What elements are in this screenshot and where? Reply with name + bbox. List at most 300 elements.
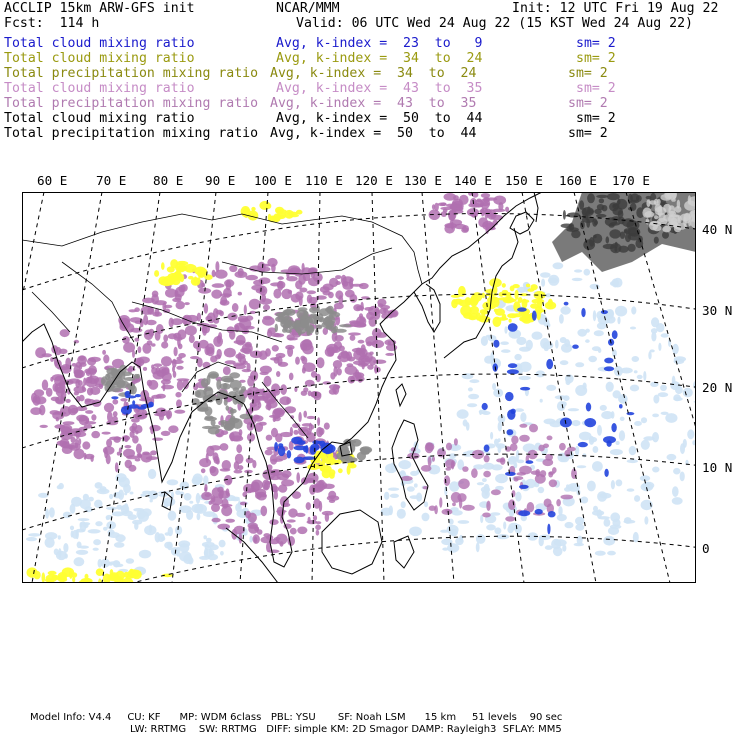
precip-scs-cell [328, 445, 336, 453]
lowcloud-indian-ocean-cell [184, 493, 192, 501]
midcloud-north-cell [505, 207, 509, 213]
yellowcloud-japan-cell [502, 290, 508, 293]
legend-sm-1: sm= 2 [576, 36, 616, 51]
deepcloud-edge-cell [675, 206, 682, 213]
lowcloud-pacific-cell [627, 488, 635, 491]
midcloud-china-cell [288, 290, 293, 294]
midcloud-indochina-cell [322, 511, 334, 516]
legend-sm-6: sm= 2 [576, 111, 616, 126]
highcloud-china-cell [319, 308, 330, 316]
midcloud-china-cell [273, 333, 284, 337]
midcloud-pacific-cell [508, 499, 515, 510]
lowcloud-philippine-sea-cell [440, 530, 448, 533]
midcloud-indochina-cell [258, 402, 261, 409]
midcloud-china-cell [242, 343, 253, 354]
lowcloud-pacific-cell [520, 412, 526, 422]
lowcloud-pacific-cell [532, 332, 543, 340]
legend-avg-7: Avg, k-index = 50 to 44 [270, 126, 477, 141]
highcloud-burma-cell [224, 423, 234, 431]
lowcloud-pacific-cell [604, 519, 611, 527]
midcloud-india-cell [112, 399, 118, 404]
midcloud-pacific-cell [514, 478, 519, 482]
lowcloud-indian-ocean-cell [106, 521, 116, 529]
lowcloud-pacific-cell [584, 269, 591, 276]
midcloud-china-cell [236, 335, 246, 346]
midcloud-north-cell [453, 195, 459, 200]
yellowcloud-japan-cell [527, 288, 534, 292]
lowcloud-pacific-cell [536, 370, 545, 377]
lowcloud-indian-ocean-cell [179, 543, 189, 553]
lowcloud-pacific-cell [593, 506, 598, 512]
midcloud-indochina-cell [319, 501, 323, 512]
midcloud-china-cell [333, 366, 337, 377]
midcloud-china-cell [244, 305, 247, 315]
lowcloud-indian-ocean-cell [45, 509, 49, 519]
lowcloud-pacific-cell [623, 520, 635, 524]
lowcloud-indian-ocean-cell [168, 511, 177, 521]
yellowcloud-mongolia-cell [198, 272, 202, 278]
midcloud-arabia-cell [79, 372, 82, 377]
midcloud-china-cell [172, 298, 181, 302]
highcloud-india-cell [120, 371, 126, 380]
deepcloud-core-cell [610, 243, 621, 253]
yellowcloud-japan-cell [510, 286, 515, 292]
lowcloud-indian-ocean-cell [155, 532, 161, 543]
lowcloud-philippine-sea-cell [401, 501, 406, 508]
midcloud-indochina-cell [238, 465, 244, 470]
midcloud-indochina-cell [287, 536, 295, 546]
midcloud-pacific-cell [454, 438, 458, 445]
midcloud-pacific-cell [535, 469, 540, 477]
midcloud-indochina-cell [271, 459, 283, 462]
midcloud-china-cell [174, 347, 178, 357]
lowcloud-philippine-sea-cell [485, 486, 489, 496]
lon-label-90e: 90 E [205, 173, 236, 188]
lowcloud-pacific-cell [479, 410, 487, 414]
highcloud-burma-cell [205, 407, 213, 416]
lowcloud-pacific-cell [574, 269, 582, 272]
midcloud-china-cell [199, 340, 209, 349]
legend-avg-2: Avg, k-index = 34 to 24 [276, 51, 483, 66]
lowcloud-philippine-sea-cell [515, 524, 522, 534]
midcloud-china-cell [155, 300, 167, 305]
lowcloud-pacific-cell [652, 467, 659, 473]
midcloud-pacific-cell [486, 501, 490, 511]
midcloud-india-cell [74, 391, 79, 395]
lowcloud-pacific-cell [544, 419, 556, 425]
model-info-line2: LW: RRTMG SW: RRTMG DIFF: simple KM: 2D Smagor DAMP: Rayleigh3 SFLAY: MM5 [130, 724, 562, 735]
deepcloud-core-cell [593, 234, 603, 244]
lon-label-140e: 140 E [454, 173, 492, 188]
lowcloud-pacific-cell [615, 306, 627, 317]
highcloud-burma-cell [241, 386, 246, 391]
yellowcloud-japan-cell [537, 298, 542, 309]
lowcloud-pacific-cell [564, 339, 570, 347]
midcloud-china-cell [348, 376, 355, 384]
midcloud-china-cell [303, 362, 316, 372]
midcloud-china-cell [366, 341, 372, 346]
legend-sm-7: sm= 2 [568, 126, 608, 141]
precip-scs-cell [287, 450, 292, 458]
midcloud-china-cell [176, 366, 183, 370]
midcloud-pacific-cell [452, 502, 456, 506]
yellowcloud-equator-cell [72, 577, 75, 582]
legend-sm-5: sm= 2 [568, 96, 608, 111]
lowcloud-indian-ocean-cell [95, 521, 102, 526]
precip-pacific-cell [505, 472, 516, 476]
midcloud-china-cell [161, 341, 168, 348]
midcloud-pacific-cell [548, 471, 554, 475]
deepcloud-edge-cell [662, 226, 671, 233]
lowcloud-pacific-cell [498, 422, 502, 432]
highcloud-china-cell [301, 319, 309, 326]
lowcloud-philippine-sea-cell [476, 534, 486, 544]
midcloud-china-cell [348, 332, 361, 335]
precip-pacific-cell [604, 469, 608, 477]
precip-pacific-cell [612, 330, 618, 339]
yellowcloud-japan-cell [458, 286, 466, 297]
midcloud-arabia-cell [31, 393, 37, 403]
midcloud-china-cell [323, 284, 334, 291]
midcloud-pacific-cell [510, 443, 518, 451]
midcloud-china-cell [238, 352, 242, 362]
lowcloud-indian-ocean-cell [197, 513, 201, 520]
midcloud-india-cell [117, 452, 121, 456]
midcloud-pacific-cell [529, 424, 538, 433]
lowcloud-pacific-cell [516, 337, 526, 345]
precip-pacific-cell [586, 403, 591, 412]
precip-pacific-cell [604, 366, 614, 371]
forecast-map [22, 192, 696, 583]
midcloud-indochina-cell [287, 519, 296, 522]
midcloud-china-cell [385, 353, 394, 356]
lowcloud-indian-ocean-cell [123, 484, 131, 494]
midcloud-arabia-cell [86, 418, 89, 422]
lowcloud-pacific-cell [590, 437, 598, 442]
midcloud-china-cell [295, 280, 302, 289]
midcloud-indochina-cell [255, 492, 262, 499]
lowcloud-pacific-cell [572, 278, 583, 281]
lowcloud-pacific-cell [680, 443, 685, 454]
precip-pacific-cell [607, 440, 612, 447]
highcloud-china-cell [280, 319, 291, 324]
midcloud-arabia-cell [40, 425, 48, 428]
deepcloud-core-cell [561, 224, 573, 229]
lowcloud-pacific-cell [501, 349, 511, 353]
lowcloud-pacific-cell [670, 381, 680, 390]
lowcloud-philippine-sea-cell [381, 508, 393, 516]
lowcloud-indian-ocean-cell [189, 501, 193, 504]
precip-scs-cell [274, 442, 278, 452]
lowcloud-pacific-cell [481, 336, 488, 346]
yellowcloud-north-cell [276, 212, 286, 219]
yellowcloud-japan-cell [502, 283, 506, 288]
midcloud-pacific-cell [567, 447, 576, 452]
lowcloud-pacific-cell [632, 356, 640, 362]
midcloud-china-cell [171, 360, 184, 364]
deepcloud-core-cell [607, 193, 620, 200]
midcloud-arabia-cell [50, 357, 54, 362]
lowcloud-pacific-cell [660, 385, 667, 391]
midcloud-china-cell [263, 316, 272, 320]
midcloud-north-cell [451, 201, 457, 211]
midcloud-indochina-cell [328, 491, 336, 499]
lowcloud-pacific-cell [643, 371, 646, 381]
midcloud-indochina-cell [293, 430, 298, 435]
lowcloud-pacific-cell [641, 440, 650, 450]
midcloud-pacific-cell [483, 471, 491, 478]
precip-scs-cell [294, 457, 305, 464]
deepcloud-core-cell [596, 195, 608, 198]
midcloud-china-cell [232, 303, 239, 312]
midcloud-indochina-cell [324, 423, 330, 430]
midcloud-pacific-cell [462, 505, 475, 511]
lowcloud-indian-ocean-cell [175, 490, 180, 495]
lowcloud-pacific-cell [683, 388, 693, 398]
precip-pacific-cell [507, 410, 515, 420]
lowcloud-indian-ocean-cell [144, 525, 156, 535]
midcloud-india-cell [143, 367, 147, 371]
midcloud-indochina-cell [288, 508, 298, 517]
midcloud-india-cell [162, 383, 165, 392]
midcloud-indochina-cell [230, 432, 235, 441]
lowcloud-indian-ocean-cell [167, 479, 179, 485]
midcloud-indochina-cell [259, 422, 267, 426]
deepcloud-core-cell [618, 210, 624, 218]
lowcloud-pacific-cell [541, 279, 545, 287]
midcloud-china-cell [287, 334, 295, 340]
deepcloud-core-cell [567, 212, 580, 217]
lowcloud-indian-ocean-cell [93, 539, 101, 545]
lowcloud-pacific-cell [469, 379, 479, 383]
midcloud-india-cell [74, 449, 85, 460]
midcloud-indochina-cell [273, 417, 276, 422]
midcloud-pacific-cell [457, 493, 466, 502]
lowcloud-indian-ocean-cell [134, 522, 138, 530]
lowcloud-indian-ocean-cell [103, 527, 108, 531]
midcloud-china-cell [307, 290, 317, 294]
legend-avg-6: Avg, k-index = 50 to 44 [276, 111, 483, 126]
midcloud-pacific-cell [538, 445, 544, 452]
yellowcloud-mongolia-cell [177, 269, 181, 273]
legend-sm-2: sm= 2 [576, 51, 616, 66]
deepcloud-edge-cell [655, 207, 667, 216]
midcloud-china-cell [295, 357, 300, 365]
midcloud-arabia-cell [66, 445, 76, 449]
midcloud-china-cell [211, 290, 222, 299]
midcloud-indochina-cell [316, 521, 322, 524]
lowcloud-pacific-cell [515, 408, 524, 412]
midcloud-china-cell [295, 291, 303, 300]
yellowcloud-scs-cell [321, 465, 332, 473]
lowcloud-pacific-cell [650, 349, 655, 352]
precip-pacific-cell [548, 511, 556, 517]
lowcloud-pacific-cell [540, 399, 543, 403]
lowcloud-pacific-cell [601, 411, 613, 419]
lowcloud-indian-ocean-cell [113, 492, 122, 498]
midcloud-indochina-cell [220, 443, 229, 451]
midcloud-pacific-cell [519, 435, 530, 442]
midcloud-china-cell [229, 265, 237, 272]
midcloud-indochina-cell [220, 468, 231, 471]
midcloud-indochina-cell [251, 482, 260, 493]
midcloud-china-cell [223, 366, 231, 375]
lowcloud-pacific-cell [557, 514, 567, 521]
midcloud-arabia-cell [77, 355, 87, 364]
lowcloud-indian-ocean-cell [57, 485, 62, 489]
deepcloud-core-cell [620, 232, 625, 239]
midcloud-china-cell [217, 335, 221, 344]
midcloud-china-cell [201, 283, 205, 287]
lowcloud-pacific-cell [593, 310, 596, 321]
legend-avg-3: Avg, k-index = 34 to 24 [270, 66, 477, 81]
lowcloud-philippine-sea-cell [515, 492, 521, 502]
lowcloud-pacific-cell [575, 524, 584, 531]
lowcloud-pacific-cell [543, 342, 553, 350]
precip-pacific-cell [493, 340, 499, 348]
midcloud-north-cell [484, 197, 497, 200]
lowcloud-pacific-cell [467, 403, 477, 407]
midcloud-indochina-cell [298, 412, 301, 422]
midcloud-arabia-cell [65, 399, 70, 403]
midcloud-china-cell [130, 328, 142, 333]
midcloud-china-cell [210, 356, 217, 363]
lowcloud-philippine-sea-cell [517, 460, 524, 464]
lowcloud-pacific-cell [560, 360, 569, 365]
precip-pacific-cell [581, 308, 585, 317]
midcloud-indochina-cell [281, 479, 294, 486]
lowcloud-philippine-sea-cell [397, 509, 406, 519]
midcloud-china-cell [361, 361, 365, 370]
midcloud-indochina-cell [309, 423, 312, 434]
yellowcloud-equator-cell [132, 570, 142, 579]
legend-field-1: Total cloud mixing ratio [4, 36, 195, 51]
midcloud-pacific-cell [561, 495, 574, 500]
midcloud-indochina-cell [211, 503, 220, 512]
lon-label-110e: 110 E [305, 173, 343, 188]
midcloud-indochina-cell [199, 458, 211, 467]
midcloud-pacific-cell [434, 505, 438, 514]
midcloud-china-cell [369, 316, 377, 327]
midcloud-pacific-cell [471, 468, 478, 478]
midcloud-china-cell [373, 360, 386, 364]
midcloud-north-cell [467, 208, 479, 216]
midcloud-pacific-cell [458, 479, 470, 490]
lowcloud-pacific-cell [585, 339, 590, 343]
lowcloud-pacific-cell [672, 497, 683, 505]
midcloud-china-cell [164, 305, 172, 308]
midcloud-china-cell [185, 325, 197, 335]
midcloud-china-cell [184, 302, 190, 305]
midcloud-china-cell [169, 318, 174, 328]
legend-avg-4: Avg, k-index = 43 to 35 [276, 81, 483, 96]
midcloud-india-cell [174, 410, 185, 414]
midcloud-indochina-cell [317, 417, 320, 426]
lowcloud-philippine-sea-cell [422, 513, 430, 522]
lowcloud-philippine-sea-cell [384, 492, 389, 500]
midcloud-indochina-cell [275, 433, 282, 442]
midcloud-india-cell [161, 431, 171, 436]
lowcloud-philippine-sea-cell [414, 483, 418, 487]
midcloud-china-cell [233, 364, 246, 369]
midcloud-china-cell [142, 343, 151, 354]
midcloud-pacific-cell [511, 436, 518, 445]
midcloud-indochina-cell [212, 518, 221, 523]
midcloud-china-cell [336, 281, 341, 285]
midcloud-india-cell [168, 425, 178, 433]
lowcloud-pacific-cell [574, 543, 584, 547]
highcloud-burma-cell [207, 375, 211, 385]
midcloud-india-cell [130, 431, 135, 438]
midcloud-china-cell [224, 348, 236, 358]
lowcloud-pacific-cell [559, 314, 564, 324]
lon-label-170e: 170 E [612, 173, 650, 188]
deepcloud-core-cell [609, 229, 621, 238]
midcloud-china-cell [245, 275, 258, 280]
lowcloud-indian-ocean-cell [70, 526, 74, 531]
precip-pacific-cell [507, 429, 514, 435]
highcloud-burma-cell [216, 396, 223, 405]
midcloud-north-cell [440, 202, 446, 206]
midcloud-china-cell [287, 347, 293, 357]
lowcloud-indian-ocean-cell [249, 536, 252, 543]
lowcloud-pacific-cell [587, 481, 596, 492]
deepcloud-edge-cell [683, 213, 691, 224]
lowcloud-pacific-cell [563, 395, 570, 401]
midcloud-china-cell [270, 282, 282, 286]
lowcloud-pacific-cell [652, 414, 659, 418]
midcloud-north-cell [478, 217, 488, 227]
precip-bay-of-bengal-cell [128, 404, 139, 408]
lowcloud-pacific-cell [500, 341, 509, 345]
midcloud-china-cell [346, 351, 352, 360]
model-info-line1: Model Info: V4.4 CU: KF MP: WDM 6class PBL: YSU SF: Noah LSM 15 km 51 levels 90 sec [30, 712, 563, 723]
yellowcloud-japan-cell [469, 315, 473, 319]
midcloud-china-cell [178, 353, 186, 358]
yellowcloud-japan-cell [509, 319, 512, 323]
midcloud-india-cell [85, 454, 95, 460]
midcloud-china-cell [217, 349, 222, 358]
midcloud-arabia-cell [60, 395, 64, 403]
midcloud-arabia-cell [55, 383, 66, 393]
midcloud-arabia-cell [86, 370, 91, 376]
midcloud-indochina-cell [225, 519, 235, 523]
midcloud-north-cell [444, 223, 457, 228]
lon-label-150e: 150 E [505, 173, 543, 188]
midcloud-china-cell [249, 299, 261, 310]
midcloud-north-cell [462, 225, 469, 232]
deepcloud-edge-cell [645, 211, 655, 218]
midcloud-china-cell [189, 335, 195, 343]
highcloud-burma-cell [231, 408, 234, 416]
precip-bay-of-bengal-cell [111, 396, 118, 399]
yellowcloud-north-cell [244, 213, 256, 216]
midcloud-china-cell [335, 290, 343, 299]
lowcloud-philippine-sea-cell [495, 474, 508, 484]
lowcloud-pacific-cell [672, 376, 676, 385]
midcloud-china-cell [386, 344, 397, 351]
midcloud-china-cell [361, 344, 366, 354]
midcloud-india-cell [120, 398, 127, 401]
midcloud-india-cell [149, 425, 160, 431]
yellowcloud-equator-cell [124, 572, 129, 578]
lowcloud-indian-ocean-cell [220, 551, 224, 556]
lowcloud-pacific-cell [540, 272, 551, 278]
yellowcloud-japan-cell [526, 284, 530, 288]
lowcloud-pacific-cell [610, 449, 623, 455]
midcloud-indochina-cell [254, 536, 257, 542]
midcloud-north-cell [481, 193, 490, 198]
